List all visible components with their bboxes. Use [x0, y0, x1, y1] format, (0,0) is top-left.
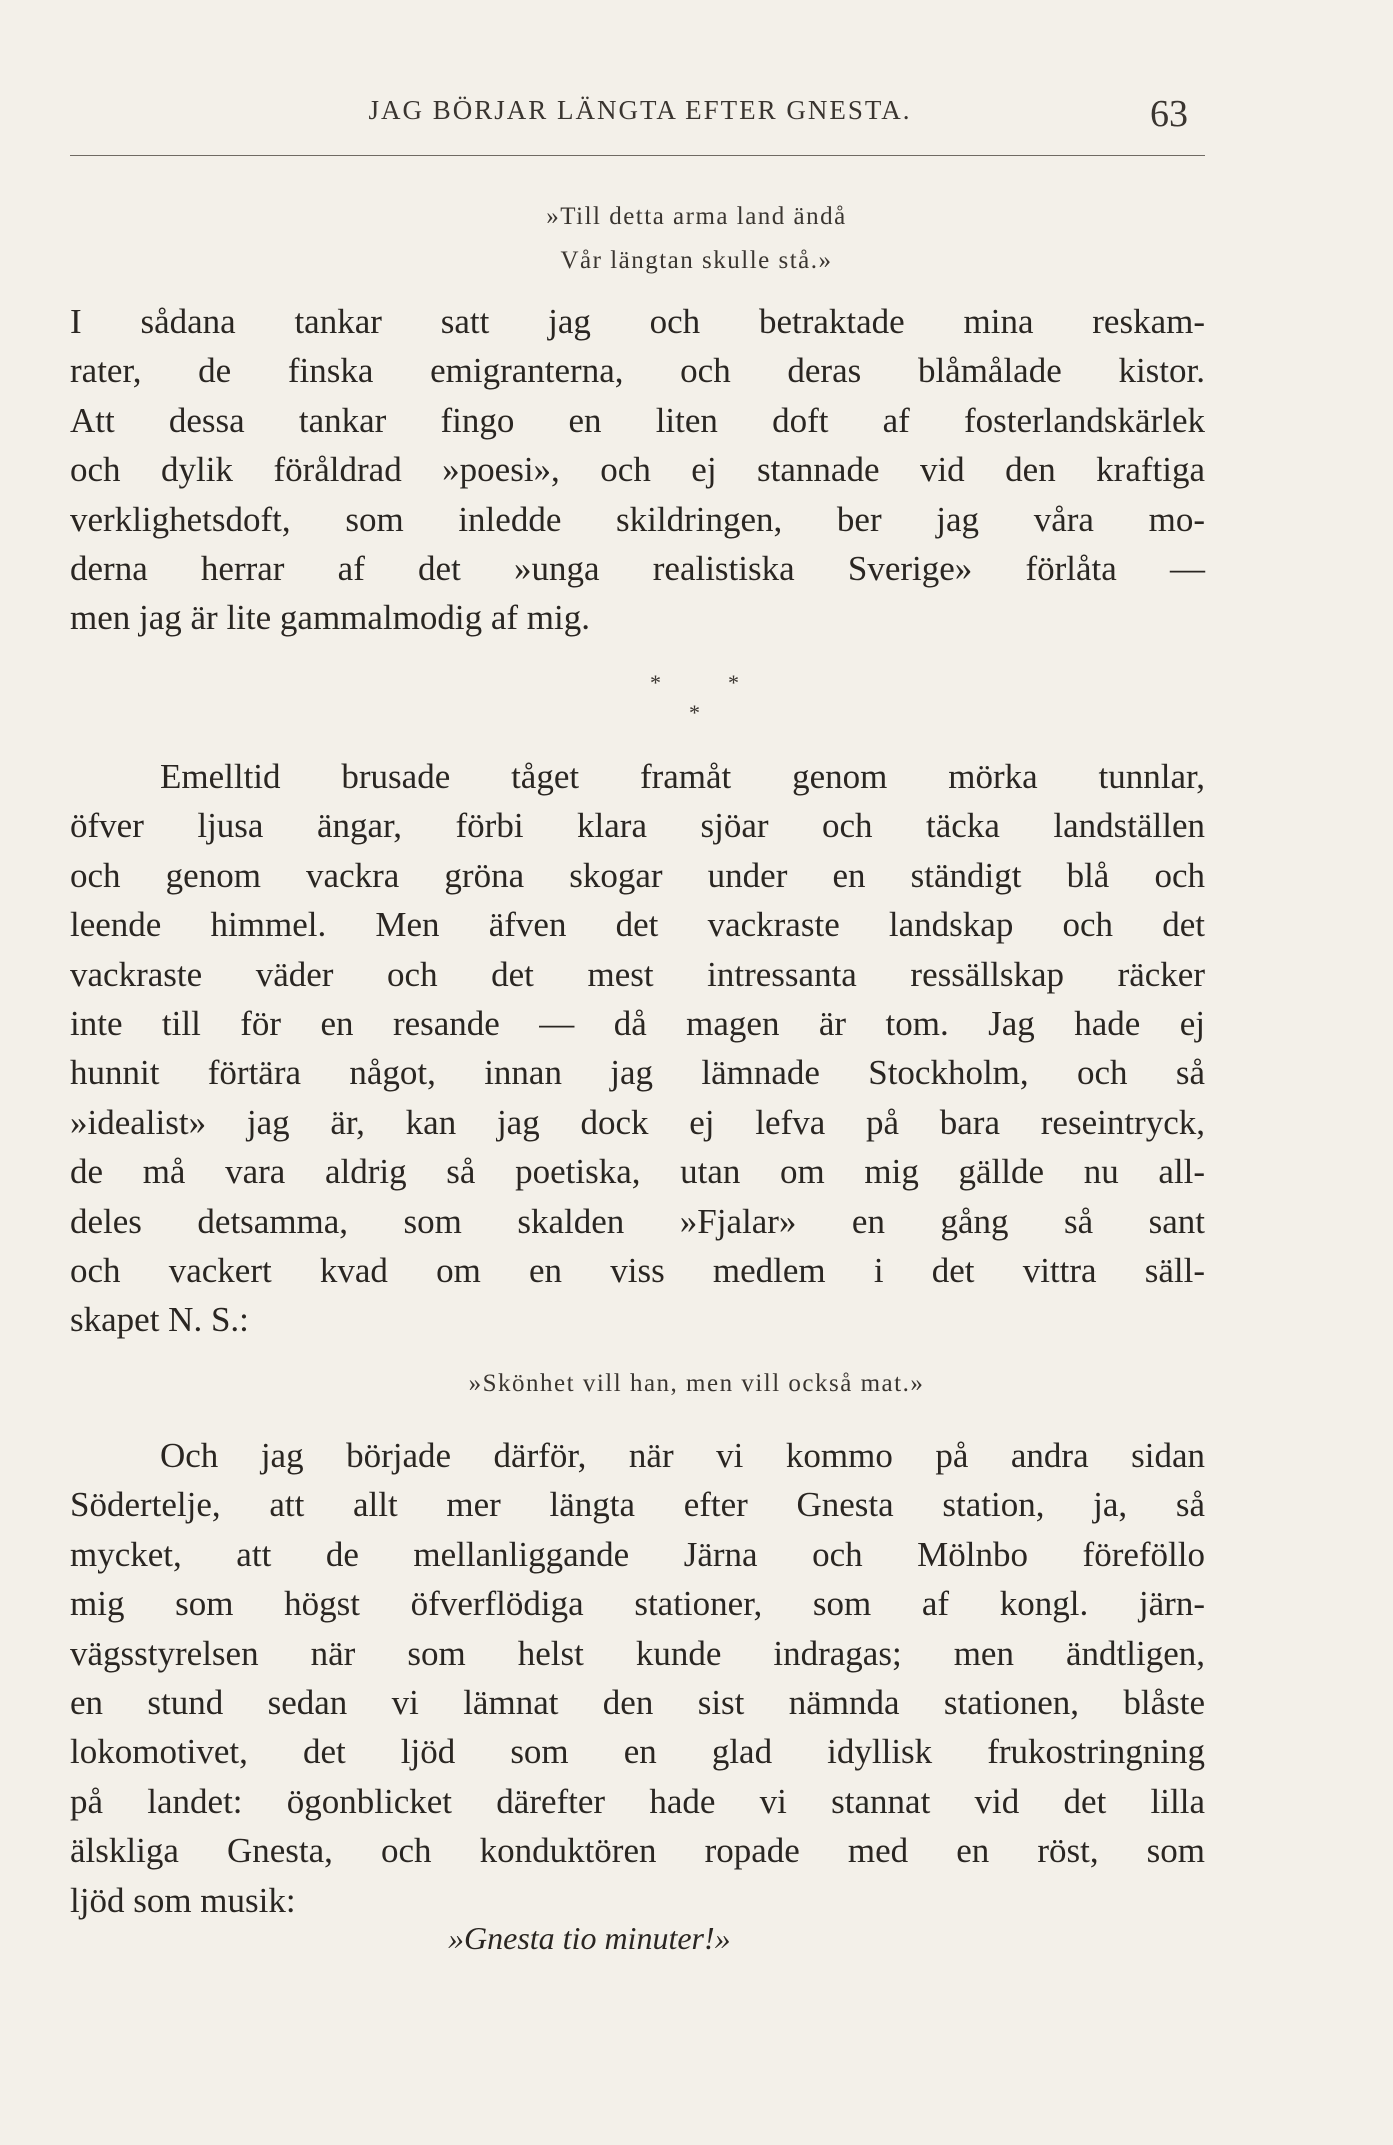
header-rule	[70, 155, 1205, 156]
paragraph-line: öfver ljusa ängar, förbi klara sjöar och täcka landställen	[70, 806, 1205, 846]
running-head: JAG BÖRJAR LÄNGTA EFTER GNESTA.	[368, 95, 912, 125]
paragraph-line: mycket, att de mellanliggande Järna och Mölnbo föreföllo	[70, 1534, 1205, 1574]
paragraph-line: de må vara aldrig så poetiska, utan om mig gällde nu all-	[70, 1152, 1205, 1192]
paragraph-line: derna herrar af det »unga realistiska Sverige» förlåta —	[70, 548, 1205, 588]
paragraph-2	[70, 752, 1205, 1345]
paragraph-line: Och jag började därför, när vi kommo på andra sidan	[160, 1436, 1205, 1475]
page-number: 63	[1150, 93, 1188, 135]
paragraph-line: älskliga Gnesta, och konduktören ropade med en röst, som	[70, 1831, 1205, 1871]
verse-line-2: Vår längtan skulle stå.»	[560, 247, 833, 274]
paragraph-line: Södertelje, att allt mer längta efter Gnesta station, ja, så	[70, 1485, 1205, 1525]
paragraph-line: en stund sedan vi lämnat den sist nämnda stationen, blåste	[70, 1682, 1205, 1722]
final-quote: »Gnesta tio minuter!»	[448, 1920, 731, 1956]
paragraph-line: Emelltid brusade tåget framåt genom mörka tunnlar,	[160, 757, 1205, 796]
paragraph-line: leende himmel. Men äfven det vackraste landskap och det	[70, 905, 1205, 945]
quoted-verse: »Skönhet vill han, men vill också mat.»	[468, 1370, 925, 1397]
paragraph-line: och dylik föråldrad »poesi», och ej stannade vid den kraftiga	[70, 450, 1205, 490]
paragraph-line: lokomotivet, det ljöd som en glad idyllisk frukostringning	[70, 1732, 1205, 1772]
paragraph-line: vägsstyrelsen när som helst kunde indragas; men ändtligen,	[70, 1633, 1205, 1673]
paragraph-line: Att dessa tankar fingo en liten doft af fosterlandskärlek	[70, 400, 1205, 440]
paragraph-line: »idealist» jag är, kan jag dock ej lefva på bara reseintryck,	[70, 1102, 1205, 1142]
paragraph-line: på landet: ögonblicket därefter hade vi stannat vid det lilla	[70, 1781, 1205, 1821]
paragraph-line: ljöd som musik:	[70, 1880, 296, 1920]
paragraph-line: deles detsamma, som skalden »Fjalar» en gång så sant	[70, 1201, 1205, 1241]
asterism-star: *	[689, 700, 700, 725]
paragraph-line: I sådana tankar satt jag och betraktade mina reskam-	[70, 302, 1205, 341]
paragraph-line: men jag är lite gammalmodig af mig.	[70, 598, 590, 638]
paragraph-line: verklighetsdoft, som inledde skildringen, ber jag våra mo-	[70, 499, 1205, 539]
paragraph-3	[70, 1431, 1205, 1925]
verse-line-1: »Till detta arma land ändå	[546, 203, 847, 230]
paragraph-line: mig som högst öfverflödiga stationer, som af kongl. järn-	[70, 1584, 1205, 1624]
paragraph-1	[70, 297, 1205, 643]
asterism-star: *	[728, 670, 739, 695]
asterism-star: *	[650, 670, 661, 695]
paragraph-line: och vackert kvad om en viss medlem i det vittra säll-	[70, 1250, 1205, 1290]
paragraph-line: hunnit förtära något, innan jag lämnade Stockholm, och så	[70, 1053, 1205, 1093]
paragraph-line: skapet N. S.:	[70, 1300, 249, 1340]
paragraph-line: och genom vackra gröna skogar under en ständigt blå och	[70, 855, 1205, 895]
paragraph-line: vackraste väder och det mest intressanta ressällskap räcker	[70, 954, 1205, 994]
paragraph-line: rater, de finska emigranterna, och deras blåmålade kistor.	[70, 351, 1205, 391]
paragraph-line: inte till för en resande — då magen är tom. Jag hade ej	[70, 1003, 1205, 1043]
